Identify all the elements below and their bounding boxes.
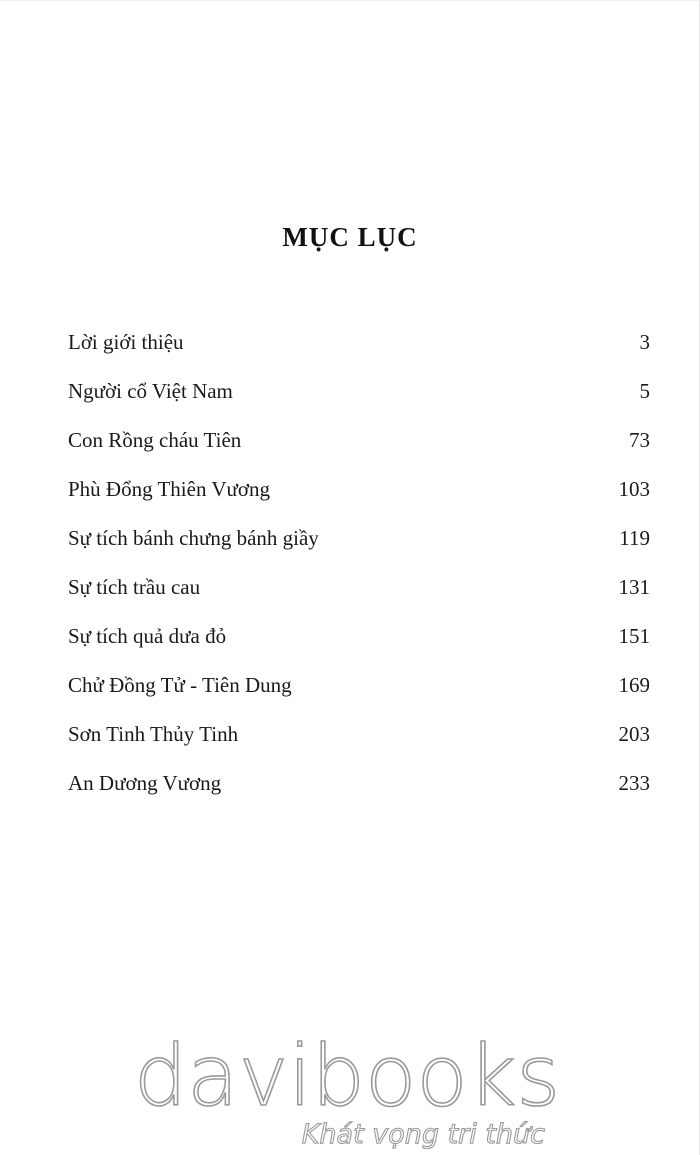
toc-entry[interactable] [68,573,650,622]
toc-entry[interactable] [68,328,650,377]
watermark-tagline: Khát vọng tri thức [301,1119,545,1150]
toc-entry[interactable] [68,622,650,671]
toc-entry-page: 169 [618,673,650,697]
toc-entry-title: Lời giới thiệu [68,330,184,354]
toc-entry-title: Sơn Tinh Thủy Tinh [68,722,239,746]
watermark [0,1020,700,1155]
toc-entry-page: 151 [618,624,650,648]
toc-entry[interactable] [68,671,650,720]
toc-entry[interactable] [68,475,650,524]
toc-entry-title: Sự tích trầu cau [68,575,201,599]
watermark-brand: davibooks [133,1027,561,1125]
toc-entry-page: 103 [618,477,650,501]
toc-entry[interactable] [68,769,650,818]
toc-entry-page: 203 [618,722,650,746]
watermark-graphic [0,1020,700,1155]
toc-entry-page: 3 [639,330,650,354]
page-title: MỤC LỤC [282,222,418,252]
toc-entry-title: Con Rồng cháu Tiên [68,428,242,452]
toc-entry-title: Sự tích bánh chưng bánh giầy [68,526,319,550]
toc-entry-title: Người cổ Việt Nam [68,379,233,403]
toc-entry[interactable] [68,524,650,573]
toc-entry-title: An Dương Vương [68,771,222,795]
toc-entry[interactable] [68,377,650,426]
toc-entry-title: Chử Đồng Tử - Tiên Dung [68,673,292,697]
toc-entry-page: 5 [639,379,650,403]
toc-entry-title: Phù Đổng Thiên Vương [68,477,270,501]
toc-entry-page: 73 [629,428,650,452]
toc-entry-page: 119 [619,526,650,550]
toc-entry-page: 233 [618,771,650,795]
toc-entry-title: Sự tích quả dưa đỏ [68,624,227,648]
toc-entry-page: 131 [618,575,650,599]
table-of-contents [68,328,650,818]
toc-entry[interactable] [68,720,650,769]
toc-entry[interactable] [68,426,650,475]
